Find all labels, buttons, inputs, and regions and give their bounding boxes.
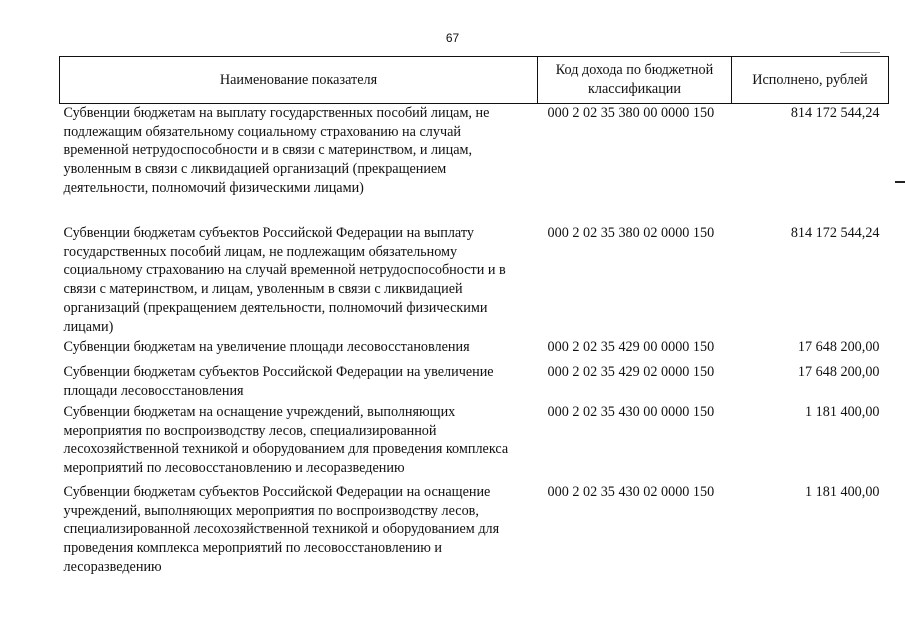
row-name: Субвенции бюджетам на выплату государственных пособий лицам, не подлежащим обязательному социальному страхованию на случай временной нетрудоспособности и в связи с материнством, и лицам, уволенным в связи с ликвидацией организаций (прекращением деятельности, полномочий физическими лицами) bbox=[63, 105, 490, 196]
table-row bbox=[60, 483, 889, 577]
row-name: Субвенции бюджетам на увеличение площади лесовосстановления bbox=[63, 339, 470, 355]
table-header-row bbox=[60, 57, 889, 104]
row-code: 000 2 02 35 380 02 0000 150 bbox=[547, 225, 715, 241]
table-row bbox=[60, 403, 889, 483]
row-amount: 17 648 200,00 bbox=[797, 339, 880, 355]
column-header-code: Код дохода по бюджетной классификации bbox=[538, 57, 732, 104]
row-code: 000 2 02 35 429 02 0000 150 bbox=[547, 364, 715, 380]
table-row bbox=[60, 338, 889, 363]
row-amount: 1 181 400,00 bbox=[805, 484, 880, 500]
row-code: 000 2 02 35 430 00 0000 150 bbox=[547, 404, 715, 420]
row-name: Субвенции бюджетам субъектов Российской Федерации на выплату государственных пособий лицам, не подлежащим обязательному социальному страхованию на случай временной нетрудоспособности и в связи с материнством, и лицам, уволенным в связи с ликвидацией организаций (прекращением деятельности, полномочий физическими лицами) bbox=[63, 225, 506, 335]
row-code: 000 2 02 35 380 00 0000 150 bbox=[547, 105, 715, 121]
table-row bbox=[60, 224, 889, 338]
table-row bbox=[60, 363, 889, 403]
row-code: 000 2 02 35 430 02 0000 150 bbox=[547, 484, 715, 500]
row-amount: 17 648 200,00 bbox=[797, 364, 880, 380]
column-header-amount: Исполнено, рублей bbox=[732, 57, 889, 104]
row-name: Субвенции бюджетам субъектов Российской Федерации на увеличение площади лесовосстановления bbox=[63, 364, 494, 399]
row-amount: 1 181 400,00 bbox=[805, 404, 880, 420]
report-table bbox=[59, 56, 889, 577]
row-amount: 814 172 544,24 bbox=[790, 105, 880, 121]
row-amount: 814 172 544,24 bbox=[790, 225, 880, 241]
table-row bbox=[60, 104, 889, 225]
column-header-name: Наименование показателя bbox=[60, 57, 538, 104]
row-code: 000 2 02 35 429 00 0000 150 bbox=[547, 339, 715, 355]
row-name: Субвенции бюджетам на оснащение учреждений, выполняющих мероприятия по воспроизводству лесов, специализированной лесохозяйственной техникой и оборудованием для проведения комплекса мероприятий по лесовосстановлению и лесоразведению bbox=[63, 404, 509, 477]
row-name: Субвенции бюджетам субъектов Российской Федерации на оснащение учреждений, выполняющих мероприятия по воспроизводству лесов, специализированной лесохозяйственной техникой и оборудованием для проведения комплекса мероприятий по лесовосстановлению и лесоразведению bbox=[63, 484, 500, 575]
scan-mark bbox=[840, 52, 880, 53]
scan-mark bbox=[895, 181, 905, 183]
page-number: 67 bbox=[445, 31, 460, 45]
